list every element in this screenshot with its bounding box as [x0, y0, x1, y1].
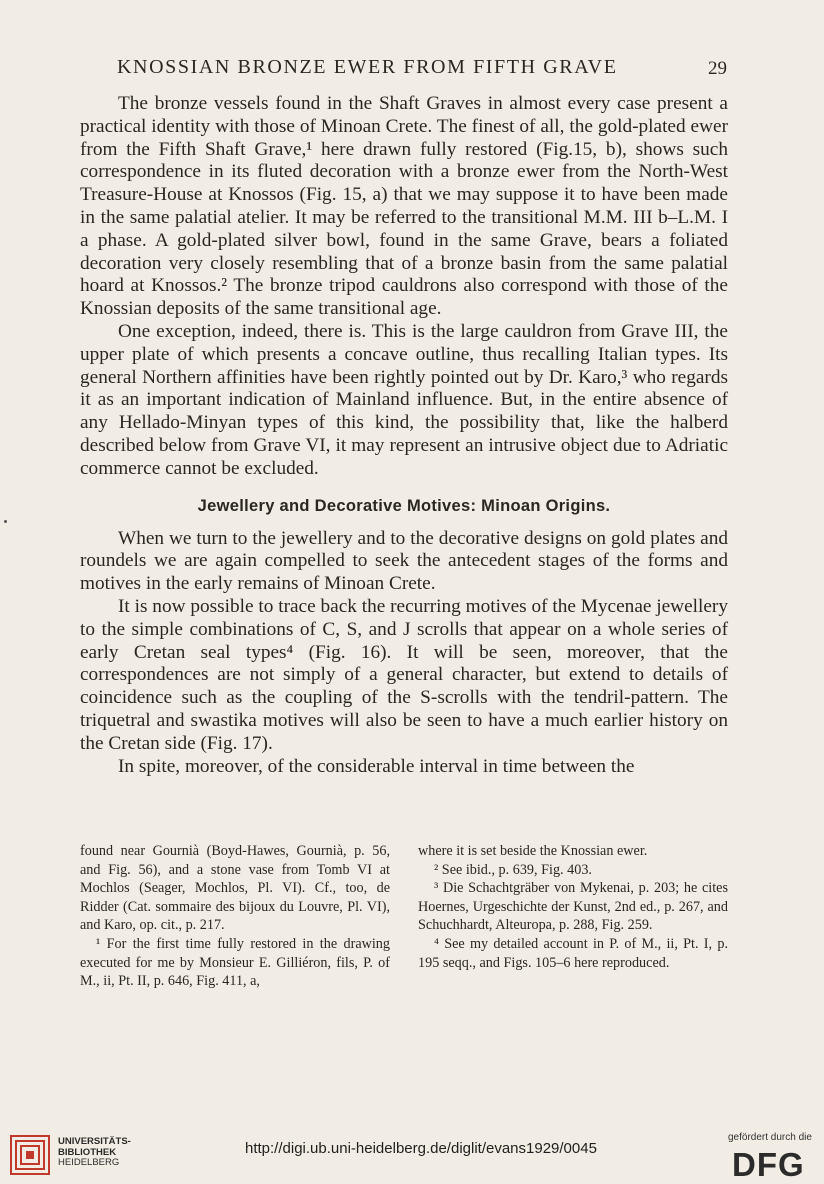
footnote-continuation: found near Gournià (Boyd-Hawes, Gournià, p. 56, and Fig. 56), and a stone vase from Tomb VI at Mochlos (Seager, Mochlos, Pl. VI). Cf., too, de Ridder (Cat. sommaire des bijoux du Louvre, Pl. VI), and Karo, op. cit., p. 217.: [80, 843, 390, 934]
dfg-logo: DFG: [732, 1146, 805, 1183]
running-head: [0, 50, 824, 80]
margin-mark: [4, 520, 7, 523]
paragraph-1: The bronze vessels found in the Shaft Graves in almost every case present a practical identity with those of Minoan Crete. The finest of all, the gold-plated ewer from the Fifth Shaft Grave,¹ here drawn fully restored (Fig.15, b), shows such correspondence in its fluted decoration with a bronze ewer from the North-West Treasure-House at Knossos (Fig. 15, a) that we may suppose it to have been made in the same palatial atelier. It may be referred to the transitional M.M. III b–L.M. I a phase. A gold-plated silver bowl, found in the same Grave, bears a foliated decoration very closely resembling that of a bronze basin from the same palatial hoard at Knossos.² The bronze tripod cauldrons also correspond with those of the Knossian deposits of the same transitional age.: [80, 93, 728, 320]
footnotes-right-column: [418, 842, 728, 991]
footnote-1-continuation: where it is set beside the Knossian ewer.: [418, 843, 648, 859]
footnote-4: ⁴ See my detailed account in P. of M., ii, Pt. I, p. 195 seqq., and Figs. 105–6 here reproduced.: [418, 935, 728, 971]
university-library-logo-icon: [10, 1135, 50, 1175]
page-number: 29: [708, 58, 727, 79]
library-line-2: BIBLIOTHEK: [58, 1146, 117, 1158]
footnotes-left-column: [80, 842, 390, 991]
footnote-1: ¹ For the first time fully restored in the drawing executed for me by Monsieur E. Gilliéron, fils, P. of M., ii, Pt. II, p. 646, Fig. 411, a,: [80, 935, 390, 990]
paragraph-3: When we turn to the jewellery and to the decorative designs on gold plates and roundels we are again compelled to seek the antecedent stages of the forms and motives in the early remains of Minoan Crete.: [80, 527, 728, 595]
paragraph-2: One exception, indeed, there is. This is the large cauldron from Grave III, the upper plate of which presents a concave outline, thus recalling Italian types. Its general Northern affinities have been rightly pointed out by Dr. Karo,³ who regards it as an important indication of Mainland influence. But, in the entire absence of any Hellado-Minyan types of this kind, the possibility that, like the halberd described below from Grave VI, it may represent an intrusive object due to Adriatic commerce cannot be excluded.: [80, 320, 728, 479]
library-name: [58, 1137, 131, 1169]
section-heading: Jewellery and Decorative Motives: Minoan Origins.: [197, 496, 611, 515]
footnotes: [80, 842, 728, 991]
library-line-3: HEIDELBERG: [58, 1157, 120, 1168]
digitization-footer: [0, 1120, 824, 1183]
footnote-2: ² See ibid., p. 639, Fig. 403.: [434, 861, 592, 878]
library-line-1: UNIVERSITÄTS-: [58, 1136, 131, 1147]
permalink-url[interactable]: http://digi.ub.uni-heidelberg.de/diglit/evans1929/0045: [245, 1140, 597, 1157]
body-text: [80, 93, 728, 778]
footnote-3: ³ Die Schachtgräber von Mykenai, p. 203; he cites Hoernes, Urgeschichte der Kunst, 2nd ed., p. 267, and Schuchhardt, Alteuropa, p. 288, Fig. 259.: [418, 880, 728, 934]
paragraph-4: It is now possible to trace back the recurring motives of the Mycenae jewellery to the simple combinations of C, S, and J scrolls that appear on a whole series of early Cretan seal types⁴ (Fig. 16). It will be seen, moreover, that the correspondences are not simply of a general character, but extend to details of coincidence such as the coupling of the S-scrolls with the tendril-pattern. The triquetral and swastika motives will also be seen to have a much earlier history on the Cretan side (Fig. 17).: [80, 595, 728, 754]
funded-by-label: gefördert durch die: [728, 1132, 812, 1143]
paragraph-5: In spite, moreover, of the considerable interval in time between the: [118, 755, 635, 777]
running-title: KNOSSIAN BRONZE EWER FROM FIFTH GRAVE: [117, 56, 618, 78]
